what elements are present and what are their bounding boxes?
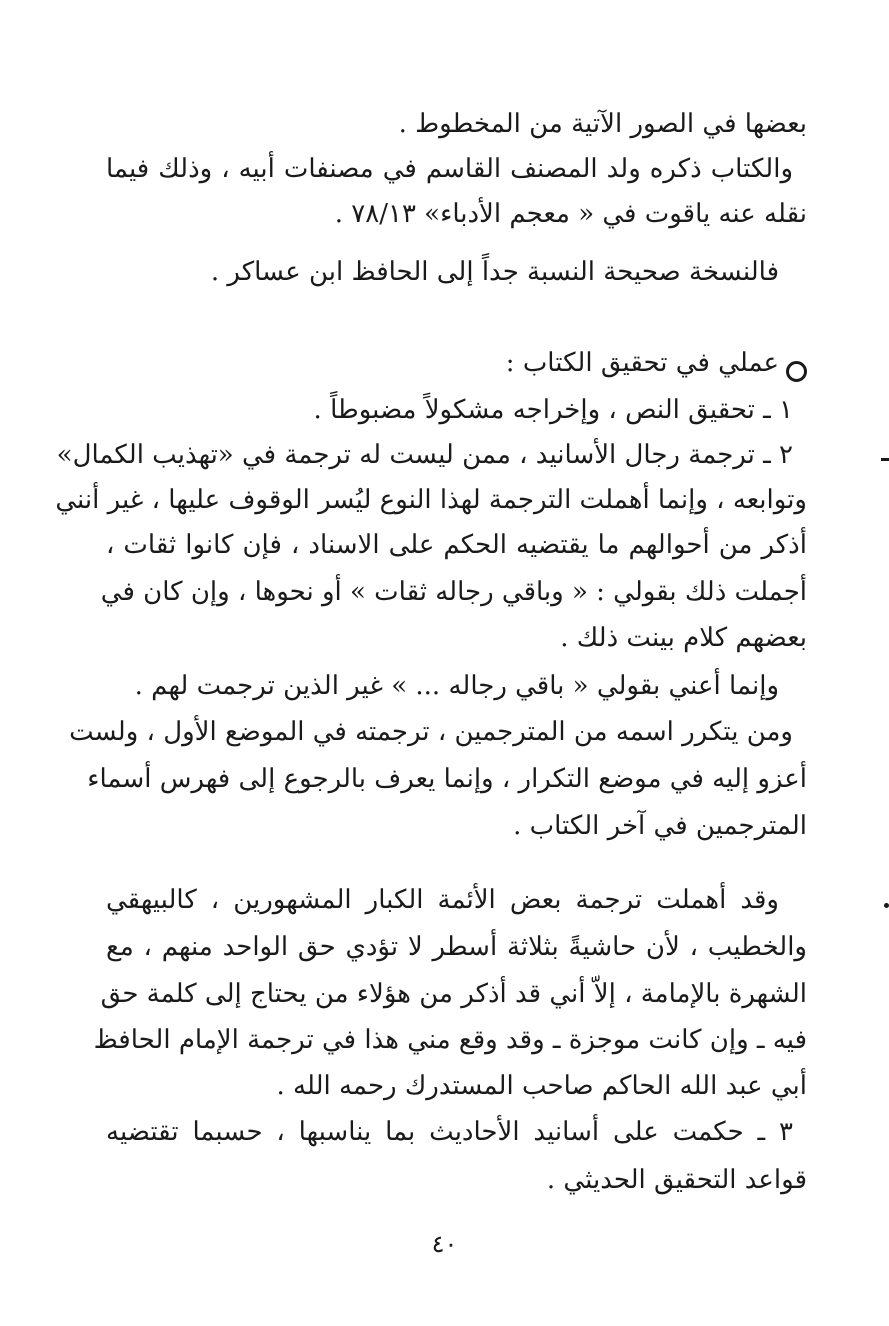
text-line: وقد أهملت ترجمة بعض الأئمة الكبار المشهورين ، كالبيهقي	[106, 885, 779, 915]
text-line: فالنسخة صحيحة النسبة جداً إلى الحافظ ابن عساكر .	[210, 257, 779, 287]
text-line: وتوابعه ، وإنما أهملت الترجمة لهذا النوع ليُسر الوقوف عليها ، غير أنني	[55, 485, 807, 515]
text-line: أذكر من أحوالهم ما يقتضيه الحكم على الاسناد ، فإن كانوا ثقات ،	[106, 530, 807, 560]
circle-bullet-icon	[786, 361, 807, 382]
text-line: والخطيب ، لأن حاشيةً بثلاثة أسطر لا تؤدي حق الواحد منهم ، مع	[106, 932, 807, 962]
text-line: قواعد التحقيق الحديثي .	[546, 1165, 807, 1195]
text-line: ٢ ـ ترجمة رجال الأسانيد ، ممن ليست له ترجمة في «تهذيب الكمال»	[56, 440, 793, 470]
text-line: ١ ـ تحقيق النص ، وإخراجه مشكولاً مضبوطاً .	[313, 395, 793, 425]
text-line: نقله عنه ياقوت في « معجم الأدباء» ٧٨/١٣ .	[334, 199, 807, 229]
section-heading: عملي في تحقيق الكتاب :	[505, 348, 779, 378]
page-number: ٤٠	[431, 1230, 458, 1258]
text-line: بعضها في الصور الآتية من المخطوط .	[398, 109, 807, 139]
text-line: أعزو إليه في موضع التكرار ، وإنما يعرف بالرجوع إلى فهرس أسماء	[87, 764, 807, 794]
text-line: أجملت ذلك بقولي : « وباقي رجاله ثقات » أو نحوها ، وإن كان في	[100, 577, 807, 607]
text-line: ٣ ـ حكمت على أسانيد الأحاديث بما يناسبها ، حسبما تقتضيه	[106, 1117, 793, 1147]
scan-mark	[884, 903, 889, 908]
text-line: فيه ـ وإن كانت موجزة ـ وقد وقع مني هذا في ترجمة الإمام الحافظ	[93, 1025, 807, 1055]
scan-mark	[881, 458, 889, 461]
text-line: ومن يتكرر اسمه من المترجمين ، ترجمته في الموضع الأول ، ولست	[69, 717, 793, 747]
text-line: المترجمين في آخر الكتاب .	[513, 811, 807, 841]
text-line: والكتاب ذكره ولد المصنف القاسم في مصنفات أبيه ، وذلك فيما	[106, 154, 793, 184]
text-line: أبي عبد الله الحاكم صاحب المستدرك رحمه الله .	[276, 1071, 807, 1101]
text-line: وإنما أعني بقولي « باقي رجاله ... » غير الذين ترجمت لهم .	[134, 671, 779, 701]
text-line: الشهرة بالإمامة ، إلاّ أني قد أذكر من هؤلاء من يحتاج إلى كلمة حق	[100, 979, 807, 1009]
text-line: بعضهم كلام بينت ذلك .	[560, 623, 807, 653]
